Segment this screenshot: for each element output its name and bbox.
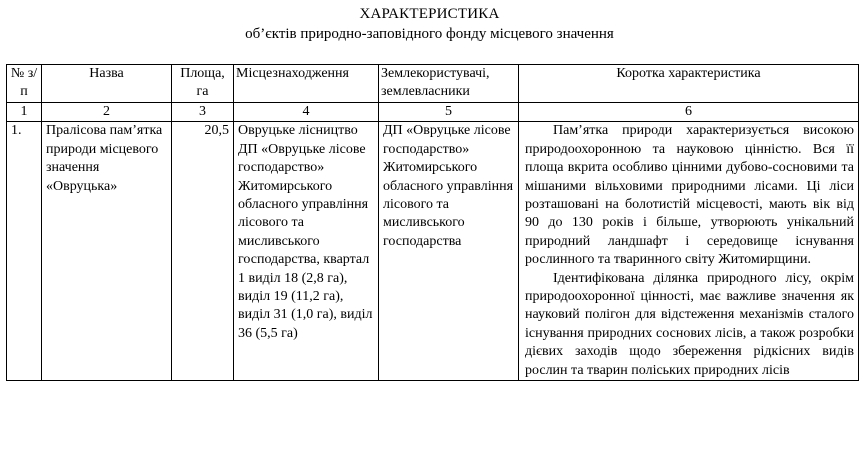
document-subtitle: об’єктів природно-заповідного фонду місцевого значення [245,26,614,42]
header-number: № з/п [7,65,42,103]
object-name: Пралісова пам’ятка природи місцевого значення «Овруцька» [42,122,172,381]
description-paragraph-2: Ідентифікована ділянка природного лісу, окрім природоохоронної цінності, має важливе значення як науковий полігон для відстеження механізмів сталого існування природних соснових лісів, а також розробки дієвих заходів щодо збереження рідкісних видів рослин та тварин поліських природних лісів [525,270,854,378]
column-number: 3 [172,103,234,122]
objects-table [6,64,859,381]
object-area: 20,5 [172,122,234,381]
row-number: 1. [7,122,42,381]
document-title: ХАРАКТЕРИСТИКА [359,6,500,22]
header-name: Назва [42,65,172,103]
header-location: Місцезнаходження [234,65,379,103]
column-number: 6 [519,103,859,122]
header-description: Коротка характеристика [519,65,859,103]
header-area: Площа, га [172,65,234,103]
column-number: 1 [7,103,42,122]
column-number: 2 [42,103,172,122]
object-location: Овруцьке лісництво ДП «Овруцьке лісове господарство» Житомирського обласного управління лісового та мисливського господарства, квартал 1 виділ 18 (2,8 га), виділ 19 (11,2 га), виділ 31 (1,0 га), виділ 36 (5,5 га) [234,122,379,381]
table-row [7,122,859,381]
object-description [519,122,859,381]
header-land-users: Землекористувачі, землевласники [379,65,519,103]
column-number-row [7,103,859,122]
description-paragraph-1: Пам’ятка природи характеризується високою природоохоронною та науковою цінністю. Вся її площа вкрита особливо цінними дубово-сосновими та мішаними вільховими природними лісами. Ці ліси розташовані на болотистій місцевості, мають вік від 90 до 130 років і більше, утворюють унікальний природний ландшафт і середовище існування рослинного та тваринного світу Житомирщини. [525,123,854,268]
column-number: 5 [379,103,519,122]
object-land-users: ДП «Овруцьке лісове господарство» Житомирського обласного управління лісового та мисливського господарства [379,122,519,381]
header-row [7,65,859,103]
column-number: 4 [234,103,379,122]
